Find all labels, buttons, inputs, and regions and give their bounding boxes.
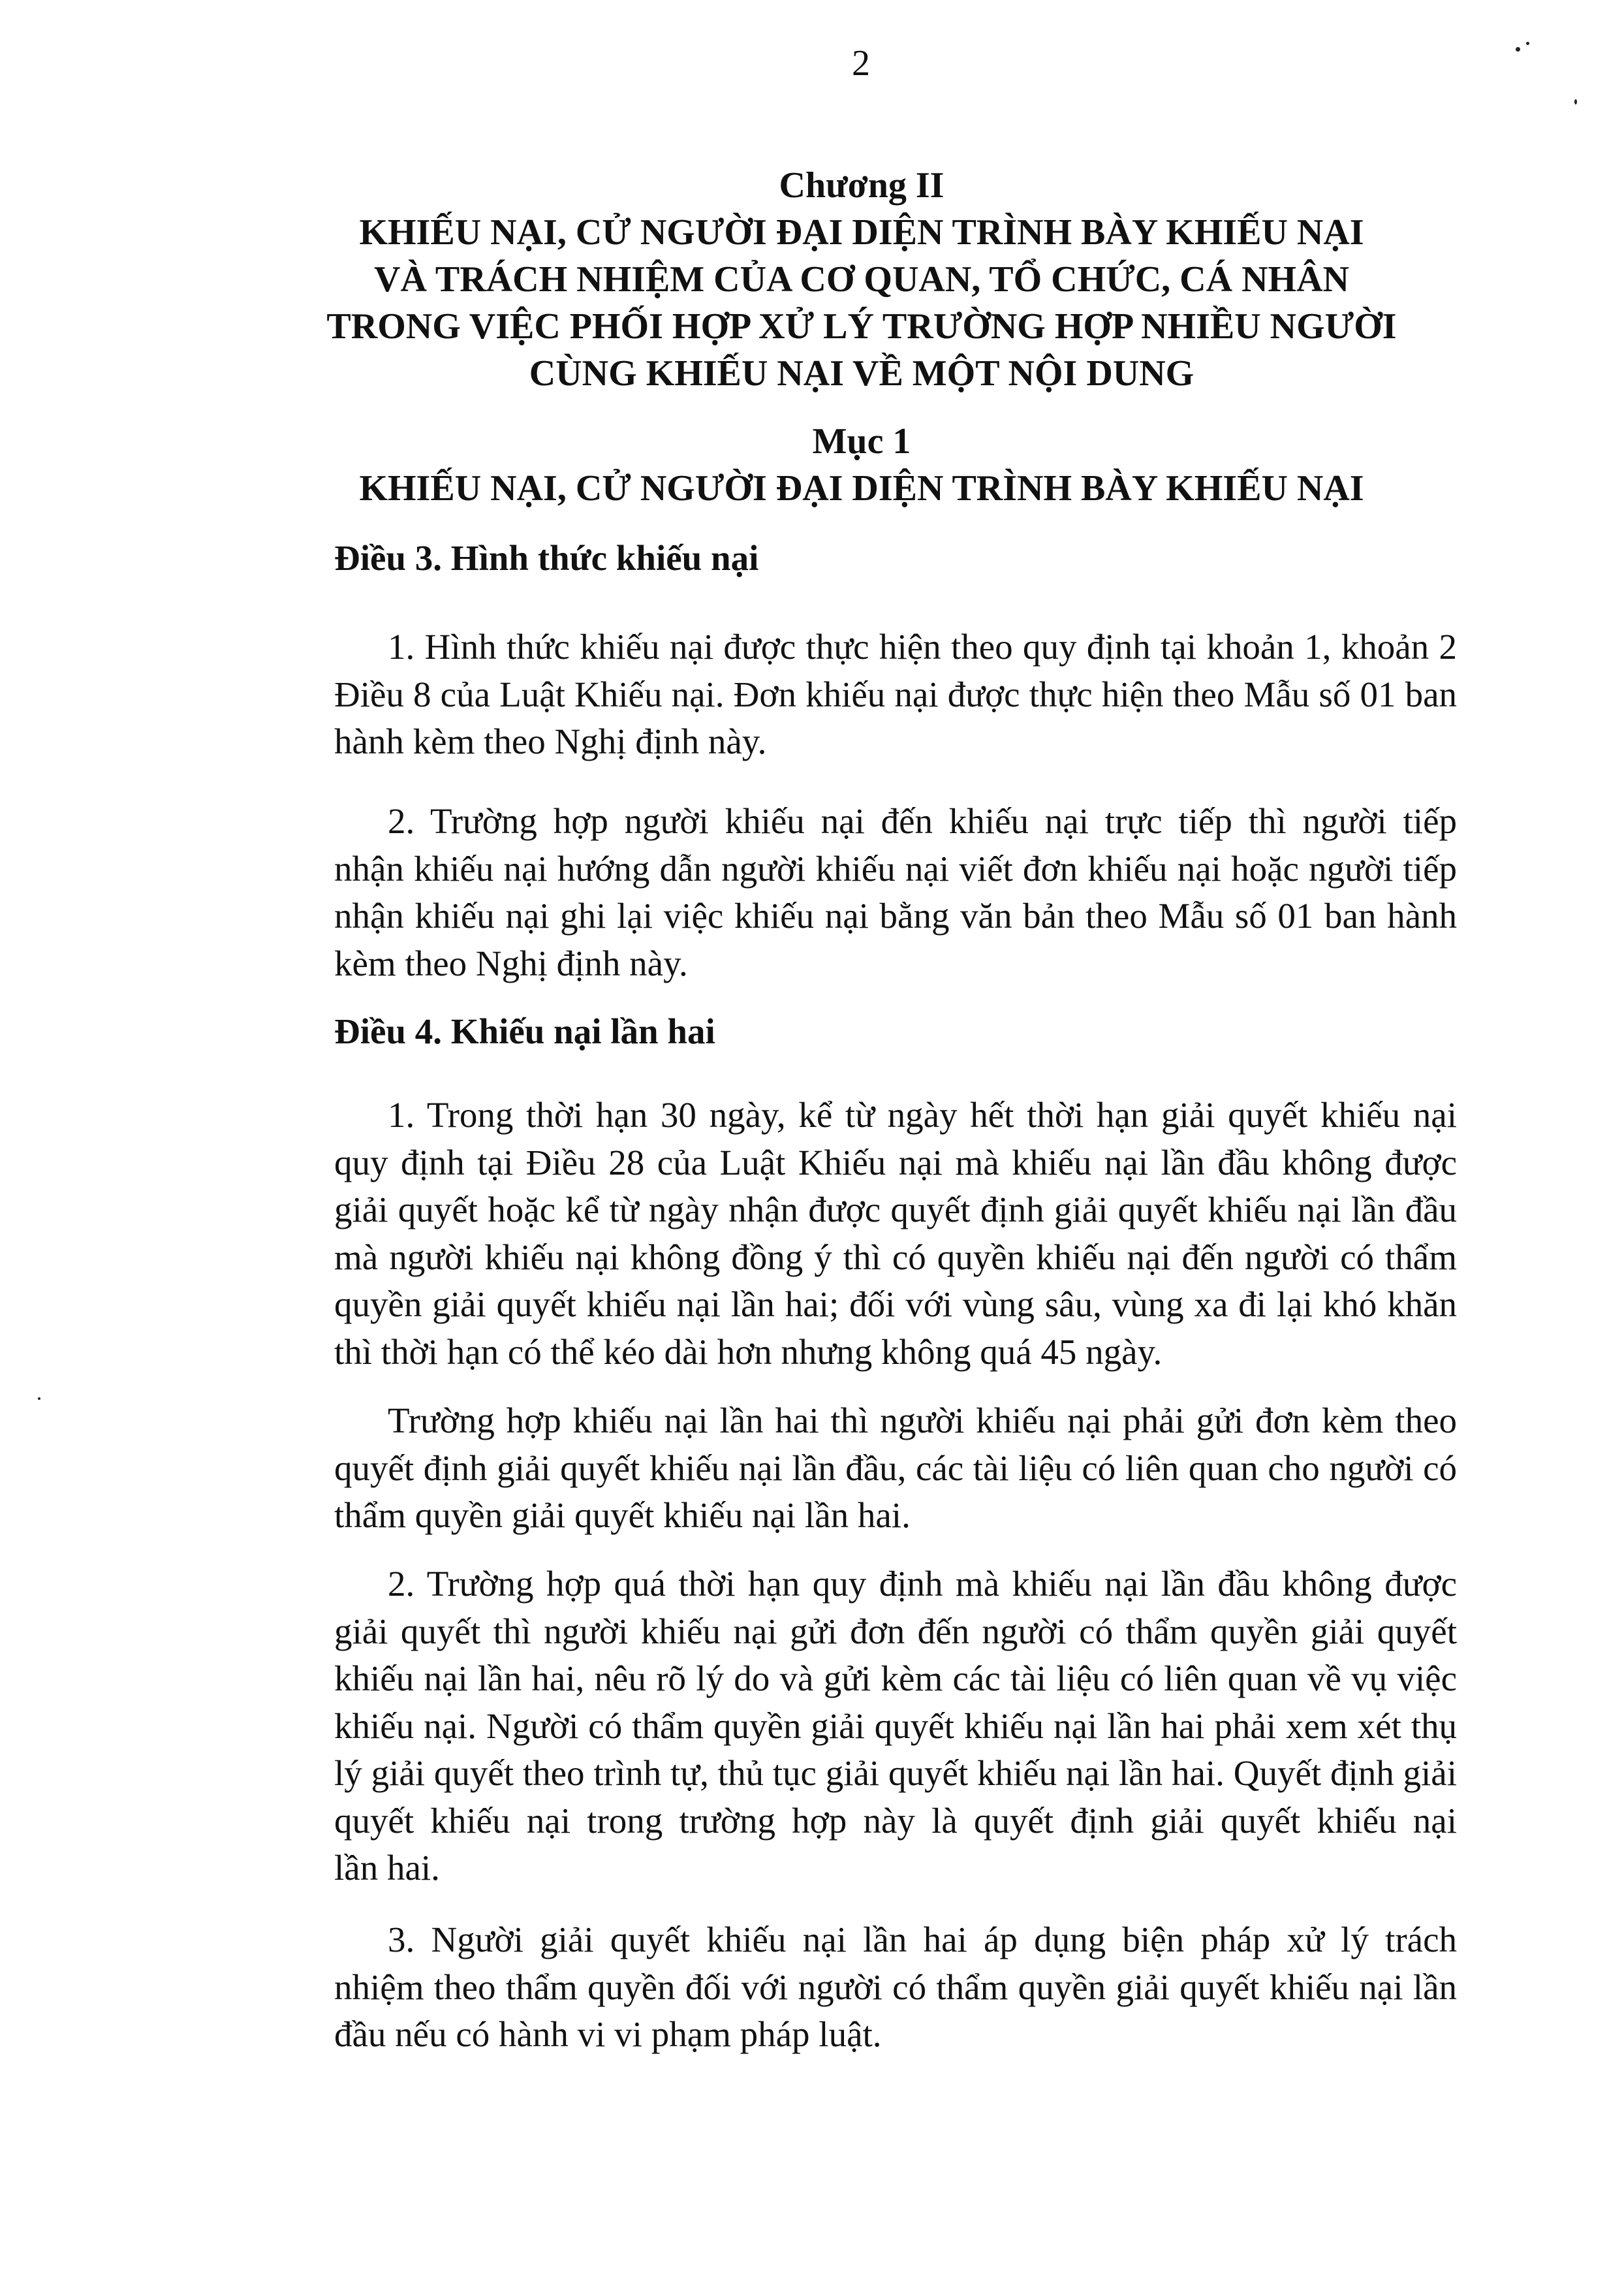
paragraph-line: lý giải quyết theo trình tự, thủ tục giải quyết khiếu nại lần hai. Quyết định giải [334, 1753, 1457, 1793]
paragraph-line: quy định tại Điều 28 của Luật Khiếu nại mà khiếu nại lần đầu không được [334, 1142, 1457, 1182]
paragraph-line: nhận khiếu nại hướng dẫn người khiếu nại viết đơn khiếu nại hoặc người tiếp [334, 848, 1457, 889]
chapter-label: Chương II [779, 165, 945, 206]
paragraph [334, 1916, 1457, 2059]
paragraph [334, 1560, 1457, 1892]
paragraph-line: nhiệm theo thẩm quyền đối với người có thẩm quyền giải quyết khiếu nại lần [334, 1967, 1457, 2007]
paragraph-line: giải quyết hoặc kể từ ngày nhận được quyết định giải quyết khiếu nại lần đầu [334, 1190, 1457, 1229]
section-title: KHIẾU NẠI, CỬ NGƯỜI ĐẠI DIỆN TRÌNH BÀY KHIẾU NẠI [359, 468, 1364, 509]
paragraph-line: khiếu nại lần hai, nêu rõ lý do và gửi kèm các tài liệu có liên quan về vụ việc [334, 1658, 1457, 1698]
scan-speck [1516, 47, 1520, 52]
paragraph-line: quyết khiếu nại trong trường hợp này là quyết định giải quyết khiếu nại [334, 1800, 1457, 1841]
paragraph-line: hành kèm theo Nghị định này. [334, 721, 767, 761]
section-label: Mục 1 [812, 421, 911, 462]
paragraph-line: thì thời hạn có thể kéo dài hơn nhưng không quá 45 ngày. [334, 1331, 1163, 1372]
paragraph-line: thẩm quyền giải quyết khiếu nại lần hai. [334, 1495, 911, 1535]
paragraph-line: giải quyết thì người khiếu nại gửi đơn đến người có thẩm quyền giải quyết [334, 1611, 1457, 1651]
chapter-title-line: VÀ TRÁCH NHIỆM CỦA CƠ QUAN, TỔ CHỨC, CÁ NHÂN [374, 259, 1349, 300]
paragraph [334, 1092, 1457, 1376]
paragraph-line: mà người khiếu nại không đồng ý thì có quyền khiếu nại đến người có thẩm [334, 1237, 1457, 1277]
scan-speck [1526, 42, 1529, 45]
paragraph [334, 798, 1457, 987]
paragraph-line: nhận khiếu nại ghi lại việc khiếu nại bằng văn bản theo Mẫu số 01 ban hành [334, 896, 1457, 936]
paragraph-line: 1. Trong thời hạn 30 ngày, kể từ ngày hết thời hạn giải quyết khiếu nại [388, 1095, 1457, 1135]
paragraph-line: 2. Trường hợp người khiếu nại đến khiếu nại trực tiếp thì người tiếp [388, 801, 1457, 841]
paragraph-line: Trường hợp khiếu nại lần hai thì người khiếu nại phải gửi đơn kèm theo [388, 1401, 1457, 1440]
article-title: Điều 3. Hình thức khiếu nại [334, 538, 759, 578]
paragraph-line: lần hai. [334, 1848, 440, 1888]
paragraph-line: quyết định giải quyết khiếu nại lần đầu, các tài liệu có liên quan cho người có [334, 1448, 1457, 1488]
article-title: Điều 4. Khiếu nại lần hai [334, 1011, 715, 1051]
chapter-title-line: TRONG VIỆC PHỐI HỢP XỬ LÝ TRƯỜNG HỢP NHIỀU NGƯỜI [326, 306, 1397, 347]
paragraph-line: đầu nếu có hành vi vi phạm pháp luật. [334, 2014, 882, 2054]
paragraph [334, 624, 1457, 766]
paragraph-line: khiếu nại. Người có thẩm quyền giải quyết khiếu nại lần hai phải xem xét thụ [334, 1705, 1457, 1746]
scan-speck [1574, 99, 1577, 104]
section-heading [248, 418, 1475, 512]
paragraph [334, 1397, 1457, 1540]
paragraph-line: 1. Hình thức khiếu nại được thực hiện theo quy định tại khoản 1, khoản 2 [388, 627, 1457, 667]
paragraph-line: 2. Trường hợp quá thời hạn quy định mà khiếu nại lần đầu không được [388, 1564, 1457, 1604]
chapter-title-line: CÙNG KHIẾU NẠI VỀ MỘT NỘI DUNG [529, 353, 1195, 394]
chapter-heading [248, 162, 1475, 397]
paragraph-line: kèm theo Nghị định này. [334, 943, 688, 983]
paragraph-line: quyền giải quyết khiếu nại lần hai; đối với vùng sâu, vùng xa đi lại khó khăn [334, 1284, 1457, 1324]
chapter-title-line: KHIẾU NẠI, CỬ NGƯỜI ĐẠI DIỆN TRÌNH BÀY KHIẾU NẠI [359, 212, 1364, 253]
paragraph-line: Điều 8 của Luật Khiếu nại. Đơn khiếu nại được thực hiện theo Mẫu số 01 ban [334, 674, 1457, 714]
scan-speck [38, 1397, 40, 1400]
page-number: 2 [852, 43, 870, 84]
paragraph-line: 3. Người giải quyết khiếu nại lần hai áp dụng biện pháp xử lý trách [388, 1920, 1457, 1959]
